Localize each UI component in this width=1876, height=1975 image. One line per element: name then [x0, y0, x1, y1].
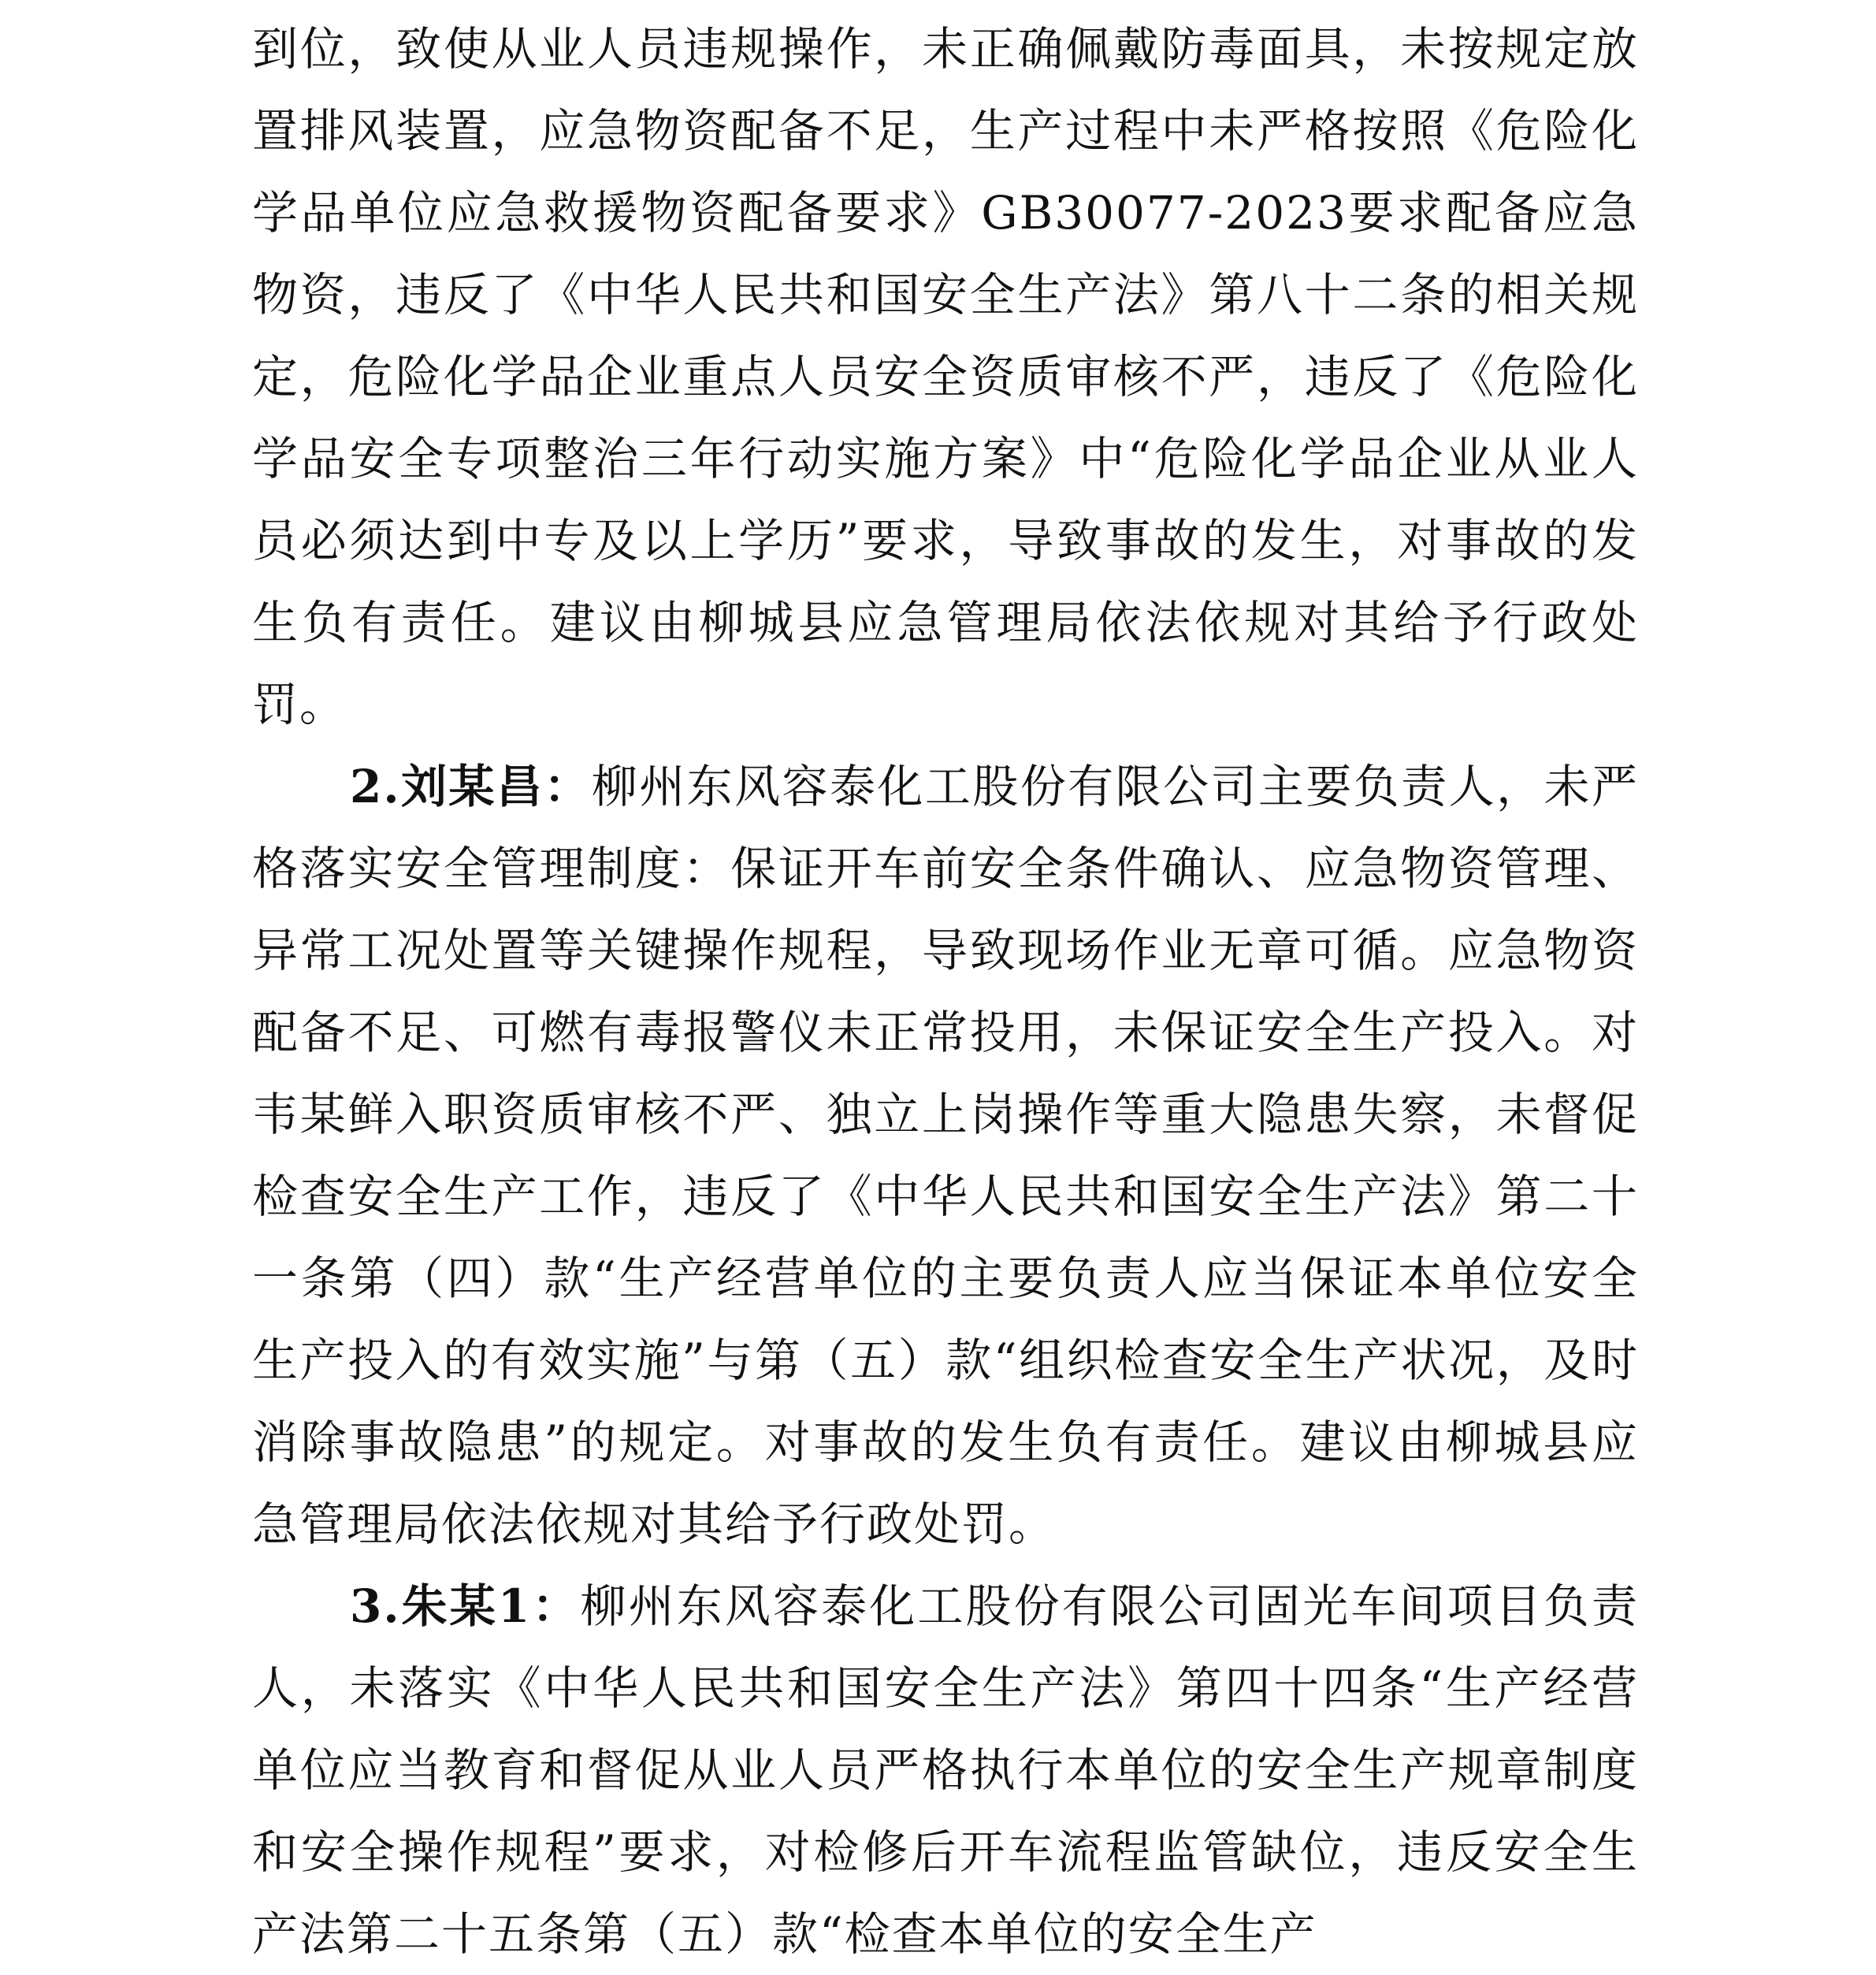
paragraph-2-text: 柳州东风容泰化工股份有限公司主要负责人，未严格落实安全管理制度：保证开车前安全条件确认、应急物资管理、异常工况处置等关键操作规程，导致现场作业无章可循。应急物资配备不足、可燃有毒报警仪未正常投用，未保证安全生产投入。对韦某鲜入职资质审核不严、独立上岗操作等重大隐患失察，未督促检查安全生产工作，违反了《中华人民共和国安全生产法》第二十一条第（四）款“生产经营单位的主要负责人应当保证本单位安全生产投入的有效实施”与第（五）款“组织检查安全生产状况，及时消除事故隐患”的规定。对事故的发生负有责任。建议由柳城县应急管理局依法依规对其给予行政处罚。 — [252, 760, 1639, 1551]
paragraph-3 — [252, 1565, 1639, 1975]
paragraph-1 — [252, 8, 1639, 746]
paragraph-2-lead: 2.刘某昌： — [350, 760, 592, 813]
paragraph-1-text: 到位，致使从业人员违规操作，未正确佩戴防毒面具，未按规定放置排风装置，应急物资配备不足，生产过程中未严格按照《危险化学品单位应急救援物资配备要求》GB30077-2023要求配备应急物资，违反了《中华人民共和国安全生产法》第八十二条的相关规定，危险化学品企业重点人员安全资质审核不严，违反了《危险化学品安全专项整治三年行动实施方案》中“危险化学品企业从业人员必须达到中专及以上学历”要求，导致事故的发生，对事故的发生负有责任。建议由柳城县应急管理局依法依规对其给予行政处罚。 — [252, 22, 1639, 731]
document-body — [252, 8, 1639, 1975]
paragraph-3-lead: 3.朱某1： — [350, 1579, 581, 1633]
paragraph-2 — [252, 746, 1639, 1565]
paragraph-3-text: 柳州东风容泰化工股份有限公司固光车间项目负责人，未落实《中华人民共和国安全生产法》第四十四条“生产经营单位应当教育和督促从业人员严格执行本单位的安全生产规章制度和安全操作规程”要求，对检修后开车流程监管缺位，违反安全生产法第二十五条第（五）款“检查本单位的安全生产 — [252, 1579, 1639, 1961]
